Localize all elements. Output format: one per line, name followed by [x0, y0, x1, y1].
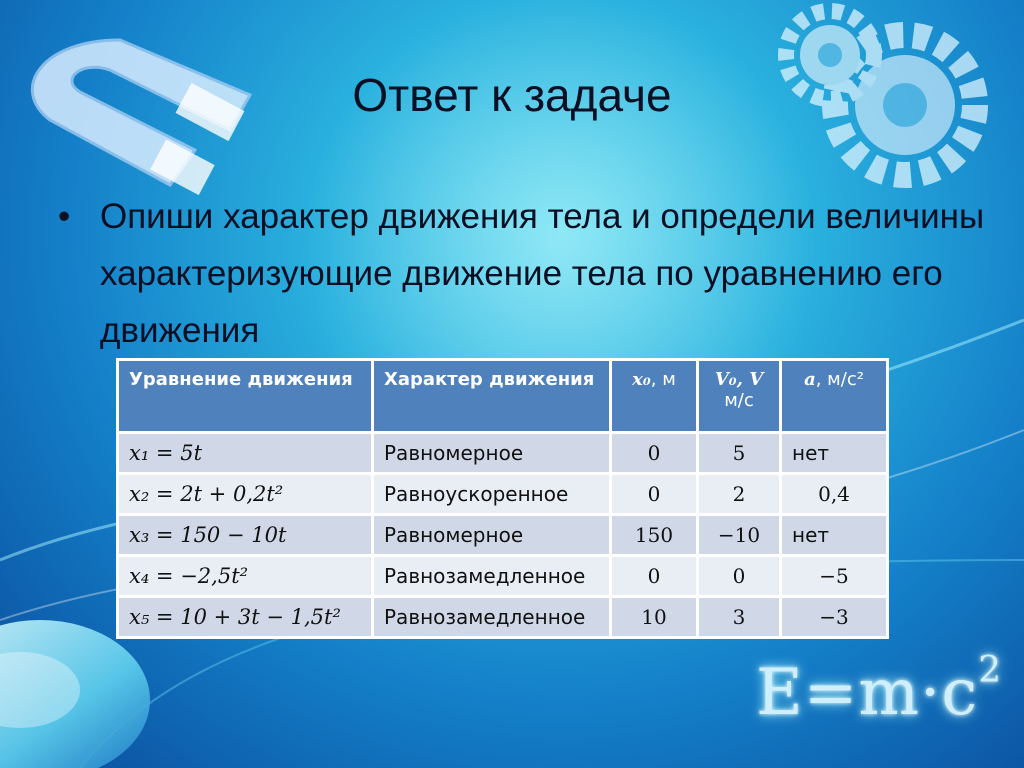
cell-x0: 10 — [611, 597, 698, 638]
table-row — [118, 597, 888, 638]
header-x0 — [611, 360, 698, 433]
cell-equation: x₅ = 10 + 3t − 1,5t² — [118, 597, 373, 638]
table-row — [118, 515, 888, 556]
table-header-row — [118, 360, 888, 433]
table-row — [118, 433, 888, 474]
header-velocity — [698, 360, 781, 433]
cell-velocity: 0 — [698, 556, 781, 597]
cell-x0: 0 — [611, 433, 698, 474]
header-acceleration-symbol: a — [804, 369, 816, 390]
formula-emc-main: E=m·c — [756, 656, 979, 730]
formula-emc — [756, 650, 1003, 730]
slide-title: Ответ к задаче — [352, 69, 672, 121]
header-equation: Уравнение движения — [118, 360, 373, 433]
cell-character: Равнозамедленное — [373, 556, 611, 597]
cell-acceleration: −3 — [781, 597, 888, 638]
table-row — [118, 474, 888, 515]
cell-character: Равноускоренное — [373, 474, 611, 515]
cell-acceleration: 0,4 — [781, 474, 888, 515]
cell-x0: 0 — [611, 474, 698, 515]
cell-equation: x₄ = −2,5t² — [118, 556, 373, 597]
table-row — [118, 556, 888, 597]
cell-acceleration: нет — [781, 515, 888, 556]
cell-velocity: 5 — [698, 433, 781, 474]
cell-velocity: 2 — [698, 474, 781, 515]
header-velocity-unit: м/с — [724, 390, 754, 411]
header-character: Характер движения — [373, 360, 611, 433]
bullet-paragraph — [58, 188, 988, 359]
cell-character: Равнозамедленное — [373, 597, 611, 638]
answer-table — [116, 358, 889, 639]
cell-equation: x₁ = 5t — [118, 433, 373, 474]
cell-acceleration: −5 — [781, 556, 888, 597]
header-velocity-symbol: V₀, V — [714, 369, 764, 390]
cell-x0: 150 — [611, 515, 698, 556]
lens-icon — [0, 620, 150, 768]
formula-emc-exponent: 2 — [978, 650, 1003, 691]
cell-velocity: 3 — [698, 597, 781, 638]
cell-velocity: −10 — [698, 515, 781, 556]
header-x0-symbol: x₀ — [632, 369, 651, 390]
cell-x0: 0 — [611, 556, 698, 597]
cell-equation: x₂ = 2t + 0,2t² — [118, 474, 373, 515]
cell-acceleration: нет — [781, 433, 888, 474]
header-acceleration — [781, 360, 888, 433]
cell-character: Равномерное — [373, 433, 611, 474]
header-x0-unit: , м — [650, 369, 676, 390]
bullet-text: Опиши характер движения тела и определи величины характеризующие движение тела по уравнению его движения — [100, 197, 985, 350]
header-acceleration-unit: , м/с² — [815, 369, 864, 390]
cell-equation: x₃ = 150 − 10t — [118, 515, 373, 556]
bullet-dot: • — [58, 197, 71, 236]
cell-character: Равномерное — [373, 515, 611, 556]
